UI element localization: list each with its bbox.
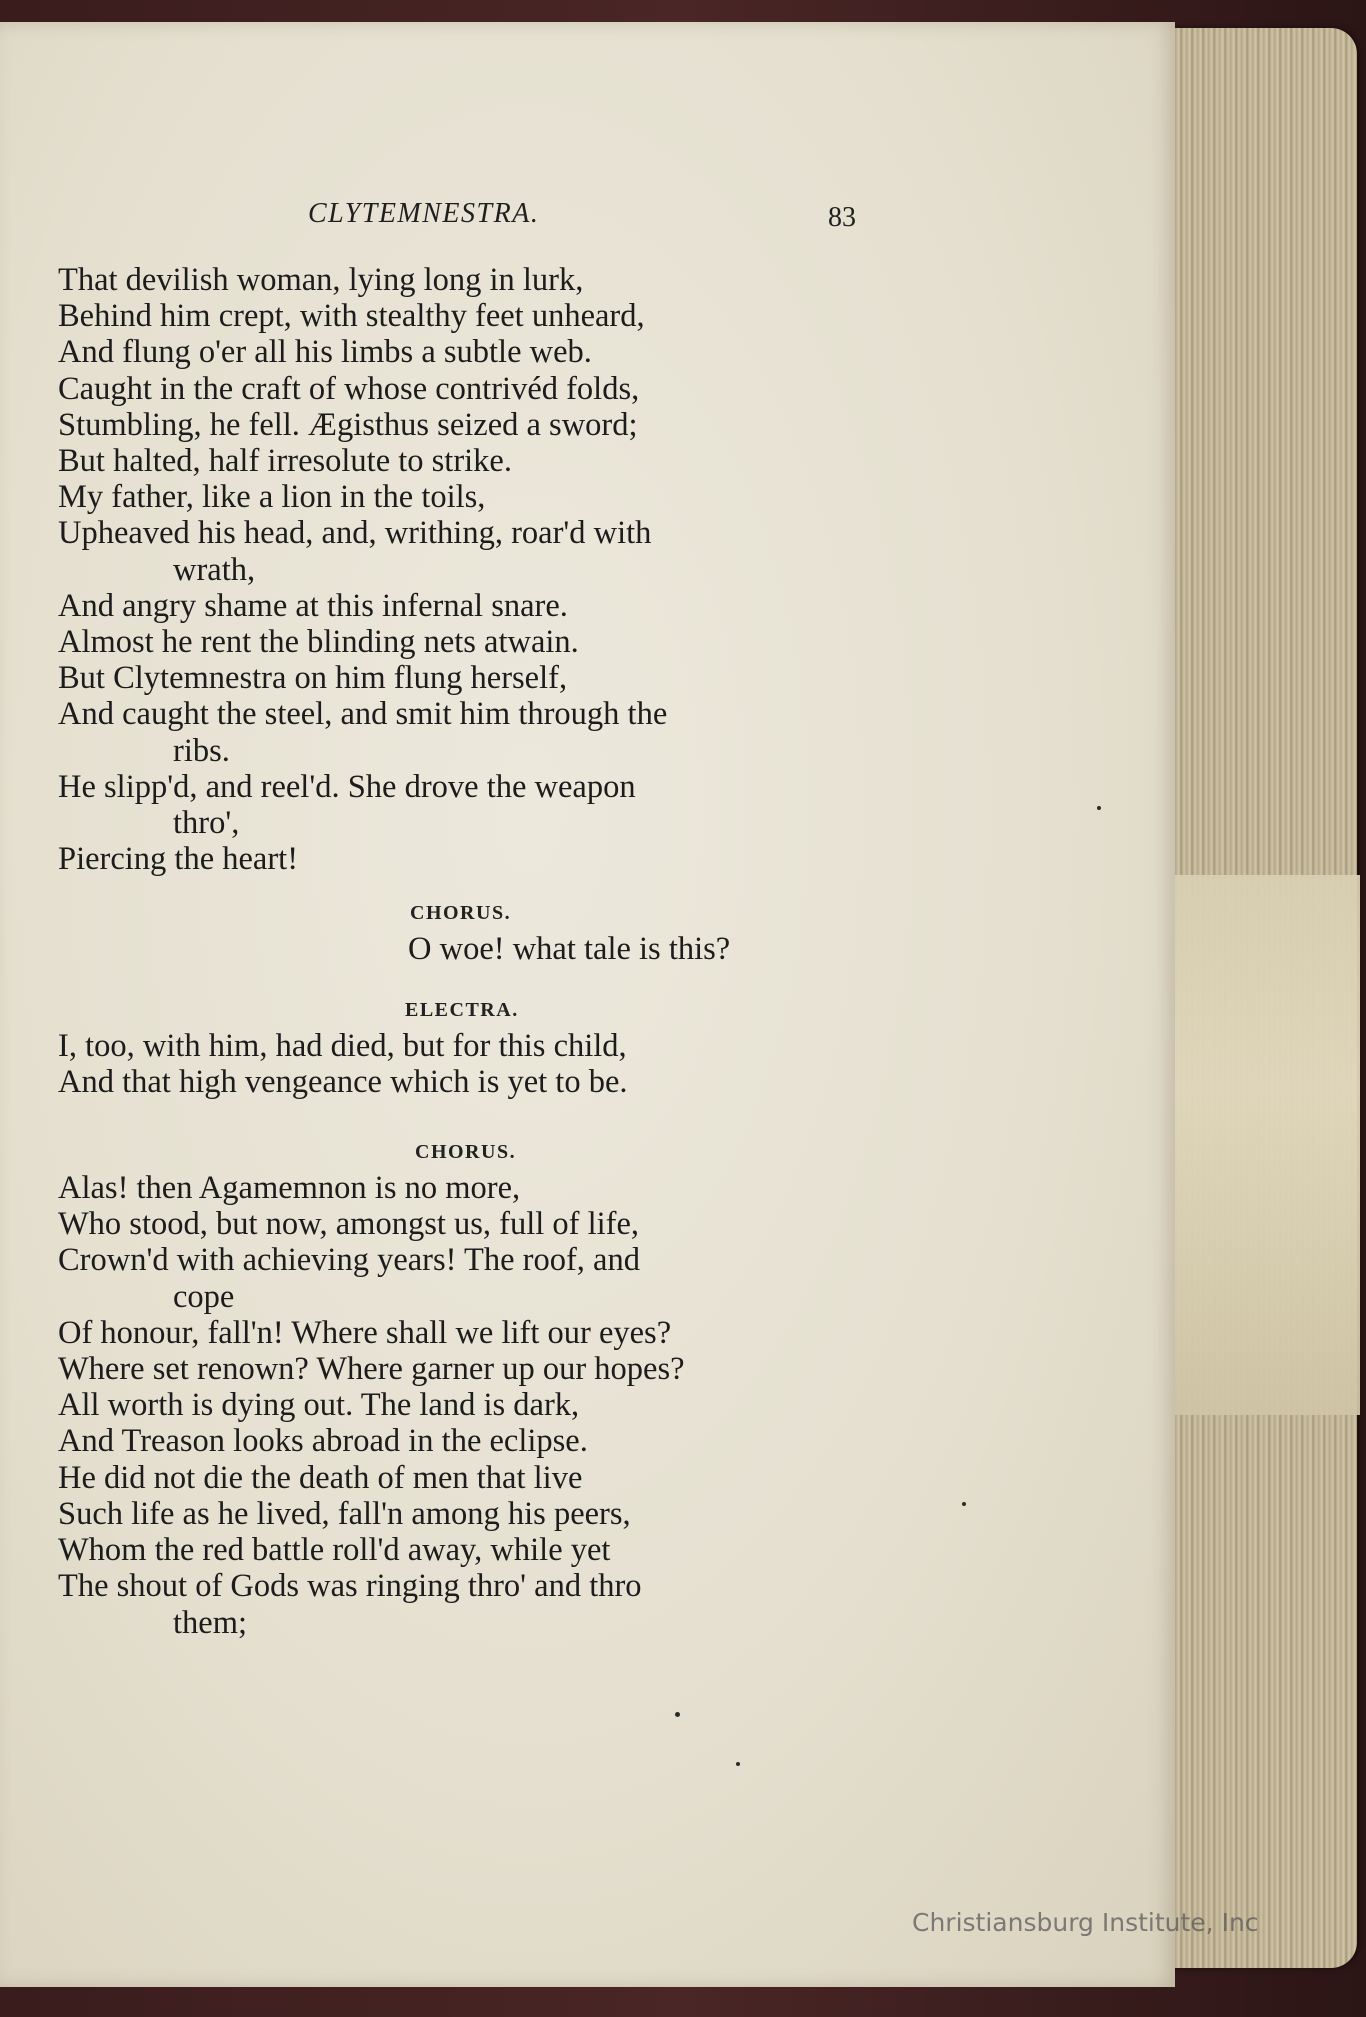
speaker-chorus: CHORUS. xyxy=(415,1141,517,1164)
verse-line: And flung o'er all his limbs a subtle web. xyxy=(58,334,592,371)
speech-block xyxy=(58,1170,878,1641)
verse-line: Caught in the craft of whose contrivéd folds, xyxy=(58,370,640,407)
verse-line-continuation: cope xyxy=(173,1278,235,1315)
verse-line: Behind him crept, with stealthy feet unheard, xyxy=(58,298,645,335)
verse-line-continuation: them; xyxy=(173,1604,248,1641)
page-edges-highlight xyxy=(1160,875,1360,1415)
verse-line: He did not die the death of men that live xyxy=(58,1459,583,1496)
verse-line: Alas! then Agamemnon is no more, xyxy=(58,1170,521,1207)
verse-line: And angry shame at this infernal snare. xyxy=(58,587,568,624)
verse-line: All worth is dying out. The land is dark, xyxy=(58,1387,580,1424)
page-number: 83 xyxy=(828,202,856,233)
verse-line: Of honour, fall'n! Where shall we lift our eyes? xyxy=(58,1314,672,1351)
ink-speck xyxy=(675,1712,680,1717)
verse-line: I, too, with him, had died, but for this child, xyxy=(58,1027,627,1064)
verse-line: And caught the steel, and smit him through the xyxy=(58,696,668,733)
verse-line: But halted, half irresolute to strike. xyxy=(58,443,512,480)
verse-line: Such life as he lived, fall'n among his peers, xyxy=(58,1495,631,1532)
verse-line: Upheaved his head, and, writhing, roar'd with xyxy=(58,515,652,552)
verse-line: Who stood, but now, amongst us, full of life, xyxy=(58,1206,640,1243)
verse-line-continuation: wrath, xyxy=(173,551,256,588)
verse-line: Whom the red battle roll'd away, while yet xyxy=(58,1532,611,1569)
speaker-electra: ELECTRA. xyxy=(405,998,519,1021)
ink-speck xyxy=(962,1502,966,1506)
verse-line: That devilish woman, lying long in lurk, xyxy=(58,262,584,298)
verse-line: Stumbling, he fell. Ægisthus seized a sword; xyxy=(58,406,638,443)
verse-line: And Treason looks abroad in the eclipse. xyxy=(58,1423,588,1460)
watermark: Christiansburg Institute, Inc xyxy=(912,1908,1259,1937)
running-title: CLYTEMNESTRA. xyxy=(308,198,540,229)
verse-line: But Clytemnestra on him flung herself, xyxy=(58,660,568,697)
speech-block xyxy=(58,262,878,877)
ink-speck xyxy=(1097,806,1101,810)
verse-line: He slipp'd, and reel'd. She drove the weapon xyxy=(58,768,636,805)
verse-line: O woe! what tale is this? xyxy=(408,931,731,968)
verse-line: The shout of Gods was ringing thro' and thro xyxy=(58,1568,642,1605)
ink-speck xyxy=(736,1762,740,1766)
speaker-chorus: CHORUS. xyxy=(410,902,512,925)
verse-line: Crown'd with achieving years! The roof, and xyxy=(58,1242,640,1279)
verse-line-continuation: ribs. xyxy=(173,732,230,769)
verse-line: My father, like a lion in the toils, xyxy=(58,479,486,516)
verse-line: Almost he rent the blinding nets atwain. xyxy=(58,624,579,661)
verse-line: Where set renown? Where garner up our hopes? xyxy=(58,1351,685,1388)
verse-line: And that high vengeance which is yet to be. xyxy=(58,1063,628,1100)
page-text xyxy=(58,262,878,1641)
verse-line-continuation: thro', xyxy=(173,805,240,842)
verse-line: Piercing the heart! xyxy=(58,841,299,878)
